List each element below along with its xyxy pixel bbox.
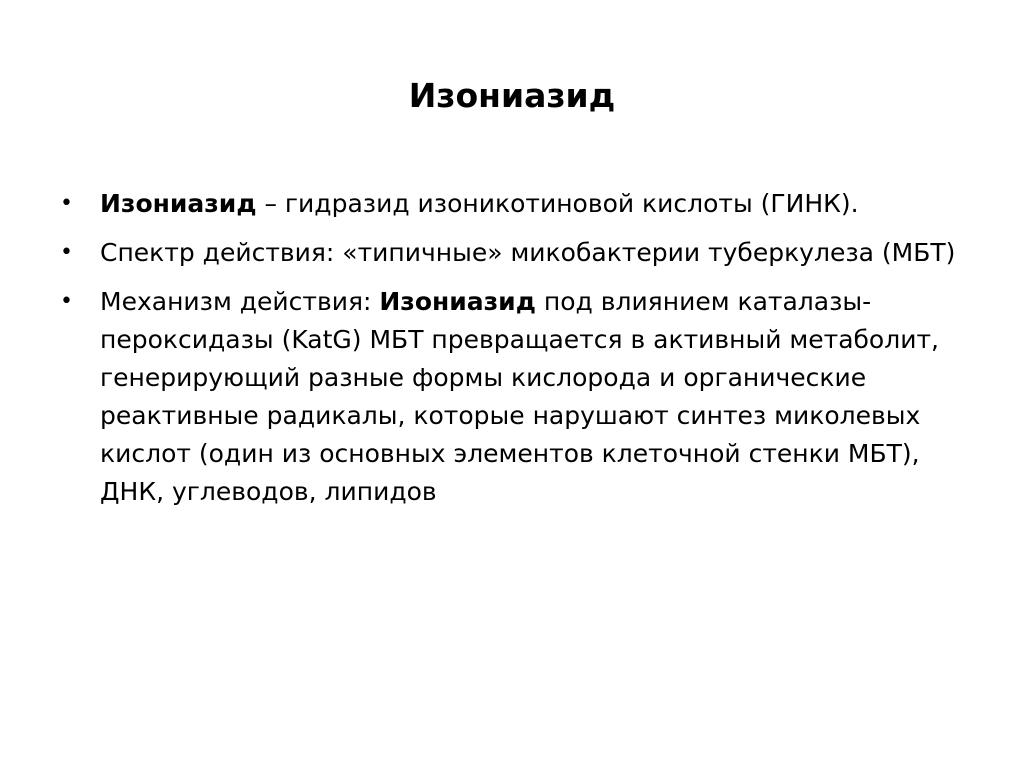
bullet-text: под влиянием каталазы-пероксидазы (KatG) МБТ превращается в активный метаболит, генерирующий разные формы кислорода и органические реактивные радикалы, которые нарушают синтез миколевых кислот (один из основных элементов клеточной стенки МБТ), ДНК, углеводов, липидов — [100, 287, 939, 506]
slide-title: Изониазид — [408, 76, 616, 115]
bullet-term: Изониазид — [379, 287, 536, 316]
bullet-item-mechanism — [60, 283, 970, 511]
bullet-marker: • — [60, 191, 73, 216]
bullet-marker: • — [60, 289, 73, 314]
bullet-marker: • — [60, 240, 73, 265]
bullet-term: Изониазид — [100, 189, 257, 218]
bullet-list — [60, 185, 970, 522]
bullet-item-definition — [60, 185, 970, 223]
bullet-prefix: Механизм действия: — [100, 287, 380, 316]
bullet-text: Спектр действия: «типичные» микобактерии туберкулеза (МБТ) — [100, 238, 956, 267]
bullet-item-spectrum — [60, 234, 970, 272]
bullet-text: – гидразид изоникотиновой кислоты (ГИНК). — [256, 189, 859, 218]
